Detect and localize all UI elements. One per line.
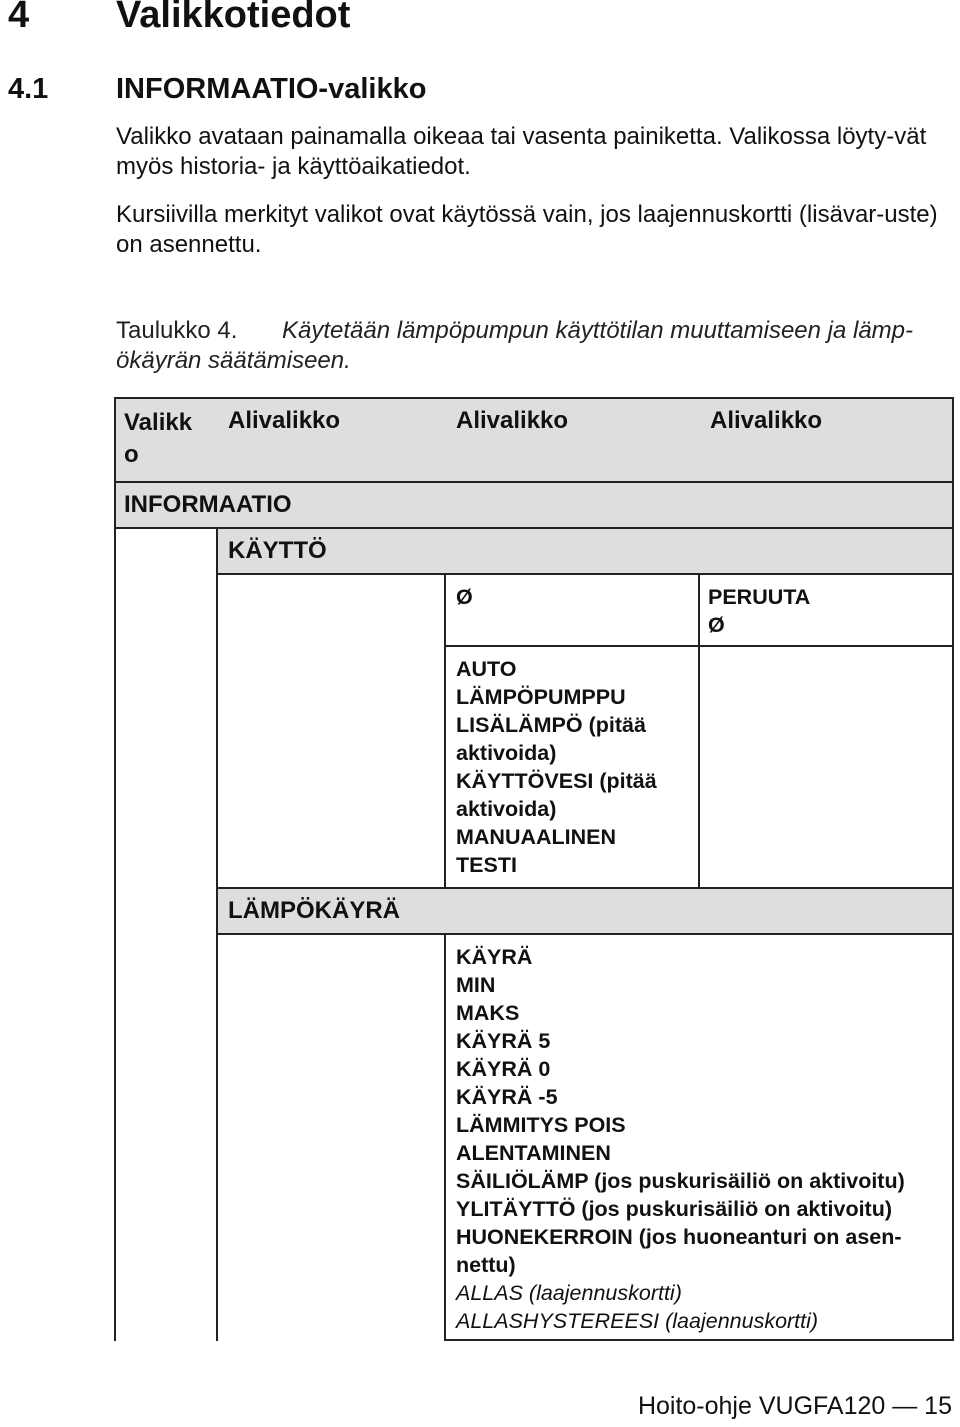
page-footer: Hoito-ohje VUGFA120 — 15 [637, 1392, 952, 1420]
cell-divider [698, 647, 700, 887]
list-item: LISÄLÄMPÖ (pitää aktivoida) [456, 713, 646, 765]
row-peruuta [444, 573, 954, 647]
list-item: HUONEKERROIN (jos huoneanturi on asen-nettu) [456, 1225, 902, 1277]
table-caption-label: Taulukko 4. [116, 317, 238, 344]
list-item: LÄMMITYS POIS [456, 1113, 626, 1137]
peruuta-symbol: Ø [708, 613, 725, 637]
submenu-column-border [216, 573, 218, 1341]
peruuta-label: PERUUTA [708, 585, 811, 609]
lampokayra-items-list [456, 943, 946, 1335]
empty-symbol: Ø [456, 585, 473, 609]
list-item: MANUAALINEN [456, 825, 617, 849]
table-header-row [114, 397, 954, 483]
list-item: LÄMPÖPUMPPU [456, 685, 626, 709]
chapter-title: Valikkotiedot [116, 0, 351, 36]
row-lampokayra [216, 887, 954, 935]
menu-informaatio: INFORMAATIO [124, 491, 292, 518]
list-item: AUTO [456, 657, 517, 681]
list-item: TESTI [456, 853, 517, 877]
list-item: ALLASHYSTEREESI (laajennuskortti) [456, 1309, 819, 1333]
row-informaatio [114, 481, 954, 529]
list-item: KÄYRÄ 0 [456, 1057, 551, 1081]
chapter-heading [8, 0, 350, 37]
table-left-border [114, 527, 116, 1341]
header-submenu-3: Alivalikko [710, 407, 823, 434]
row-lampokayra-items [444, 933, 954, 1341]
list-item: KÄYTTÖVESI (pitää aktivoida) [456, 769, 657, 821]
list-item: KÄYRÄ 5 [456, 1029, 551, 1053]
table-caption [116, 316, 952, 376]
submenu-lampokayra: LÄMPÖKÄYRÄ [228, 897, 400, 924]
submenu-kaytto: KÄYTTÖ [228, 537, 327, 564]
header-submenu-1: Alivalikko [228, 407, 341, 434]
section-title: INFORMAATIO-valikko [116, 73, 427, 105]
cell-divider [698, 575, 700, 645]
table-caption-text: Käytetään lämpöpumpun käyttötilan muuttamiseen ja lämp-ökäyrän säätämiseen. [116, 317, 914, 374]
list-item: KÄYRÄ -5 [456, 1085, 558, 1109]
section-heading [8, 73, 426, 106]
list-item: YLITÄYTTÖ (jos puskurisäiliö on aktivoitu) [456, 1197, 893, 1221]
section-number: 4.1 [8, 73, 49, 105]
row-kaytto [216, 527, 954, 575]
list-item: MAKS [456, 1001, 520, 1025]
list-item: SÄILIÖLÄMP (jos puskurisäiliö on aktivoitu) [456, 1169, 905, 1193]
list-item: ALLAS (laajennuskortti) [456, 1281, 682, 1305]
list-item: ALENTAMINEN [456, 1141, 611, 1165]
header-submenu-2: Alivalikko [456, 407, 569, 434]
list-item: KÄYRÄ [456, 945, 533, 969]
row-kaytto-items [444, 645, 954, 889]
chapter-number: 4 [8, 0, 30, 36]
peruuta-cell [708, 583, 810, 639]
header-menu: Valikk o [124, 409, 193, 468]
list-item: MIN [456, 973, 496, 997]
paragraph-1: Valikko avataan painamalla oikeaa tai vasenta painiketta. Valikossa löyty-vät myös historia- ja käyttöaikatiedot. [116, 123, 927, 180]
paragraph-2: Kursiivilla merkityt valikot ovat käytössä vain, jos laajennuskortti (lisävar-uste) on asennettu. [116, 201, 938, 258]
kaytto-items-list [456, 655, 686, 879]
